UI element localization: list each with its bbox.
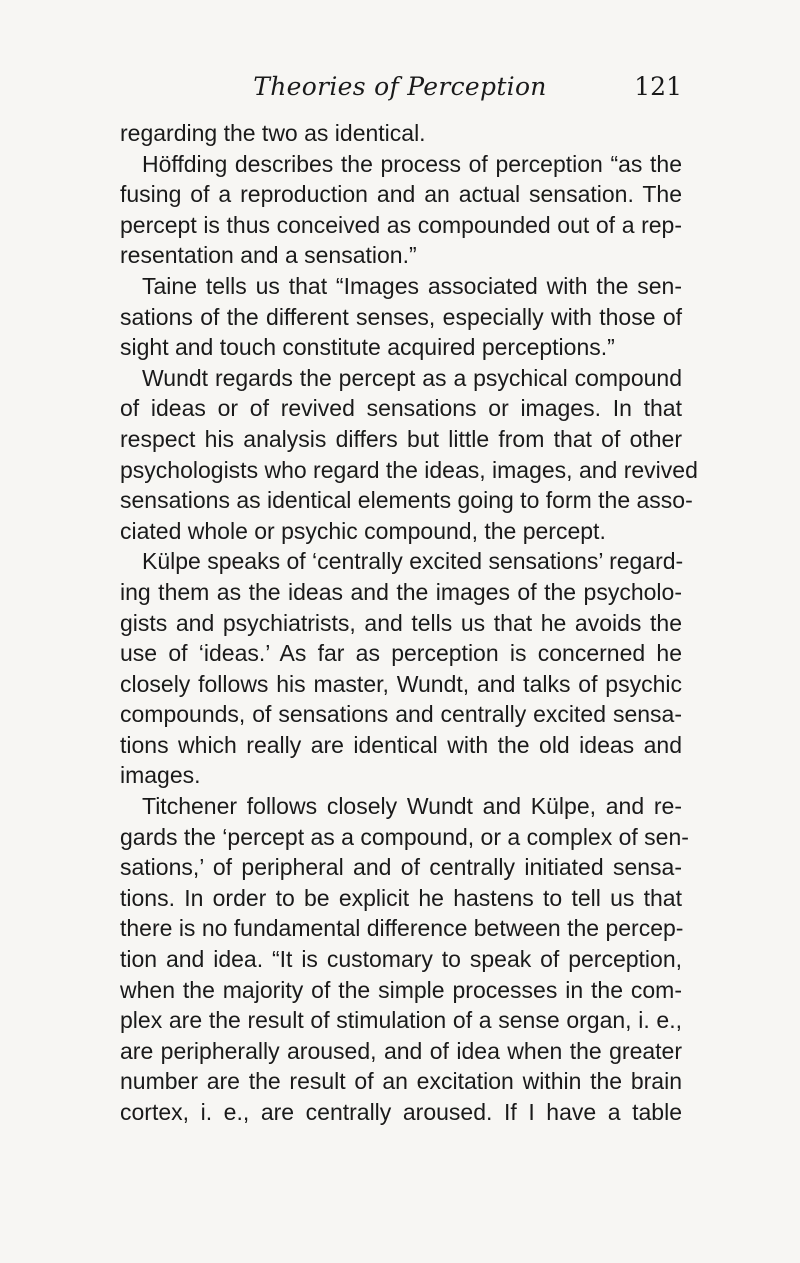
text-line: Külpe speaks of ‘centrally excited sensations’ regard-	[142, 548, 684, 575]
running-title: Theories of Perception	[253, 72, 547, 101]
text-line: there is no fundamental difference between the percep-	[120, 915, 684, 942]
text-line: fusing of a reproduction and an actual sensation. The	[120, 181, 682, 208]
text-line: ciated whole or psychic compound, the percept.	[120, 517, 606, 544]
text-line: Titchener follows closely Wundt and Külpe, and re-	[142, 793, 682, 820]
text-line: sight and touch constitute acquired perceptions.”	[120, 334, 615, 361]
text-line: sations,’ of peripheral and of centrally initiated sensa-	[120, 854, 682, 881]
text-line: resentation and a sensation.”	[120, 242, 417, 269]
text-line: when the majority of the simple processes in the com-	[120, 976, 682, 1003]
text-line: respect his analysis differs but little from that of other	[120, 425, 682, 452]
text-line: use of ‘ideas.’ As far as perception is concerned he	[120, 640, 682, 667]
text-line: images.	[120, 762, 201, 789]
text-line: ing them as the ideas and the images of the psycholo-	[120, 578, 682, 605]
text-line: compounds, of sensations and centrally excited sensa-	[120, 701, 682, 728]
text-line: tions. In order to be explicit he hastens to tell us that	[120, 884, 682, 911]
text-line: Taine tells us that “Images associated with the sen-	[142, 272, 682, 299]
page-header	[0, 66, 800, 106]
text-line: sations of the different senses, especially with those of	[120, 303, 682, 330]
text-line: psychologists who regard the ideas, images, and revived	[120, 456, 698, 483]
text-line: cortex, i. e., are centrally aroused. If I have a table	[120, 1099, 682, 1125]
text-line: tion and idea. “It is customary to speak of perception,	[120, 946, 682, 973]
text-line: percept is thus conceived as compounded out of a rep-	[120, 211, 682, 238]
body-text	[120, 118, 698, 1128]
text-line: plex are the result of stimulation of a sense organ, i. e.,	[120, 1007, 682, 1034]
text-line: of ideas or of revived sensations or images. In that	[120, 395, 682, 422]
text-line: are peripherally aroused, and of idea when the greater	[120, 1037, 682, 1064]
text-line: Wundt regards the percept as a psychical compound	[142, 364, 682, 391]
text-line: tions which really are identical with the old ideas and	[120, 731, 682, 758]
text-line: gists and psychiatrists, and tells us that he avoids the	[120, 609, 682, 636]
page-number: 121	[634, 72, 682, 101]
text-line: closely follows his master, Wundt, and talks of psychic	[120, 670, 682, 697]
text-line: number are the result of an excitation within the brain	[120, 1068, 682, 1095]
text-line: gards the ‘percept as a compound, or a complex of sen-	[120, 823, 689, 850]
text-line: Höffding describes the process of perception “as the	[142, 150, 682, 177]
text-line: sensations as identical elements going to form the asso-	[120, 487, 693, 514]
text-line: regarding the two as identical.	[120, 120, 426, 146]
